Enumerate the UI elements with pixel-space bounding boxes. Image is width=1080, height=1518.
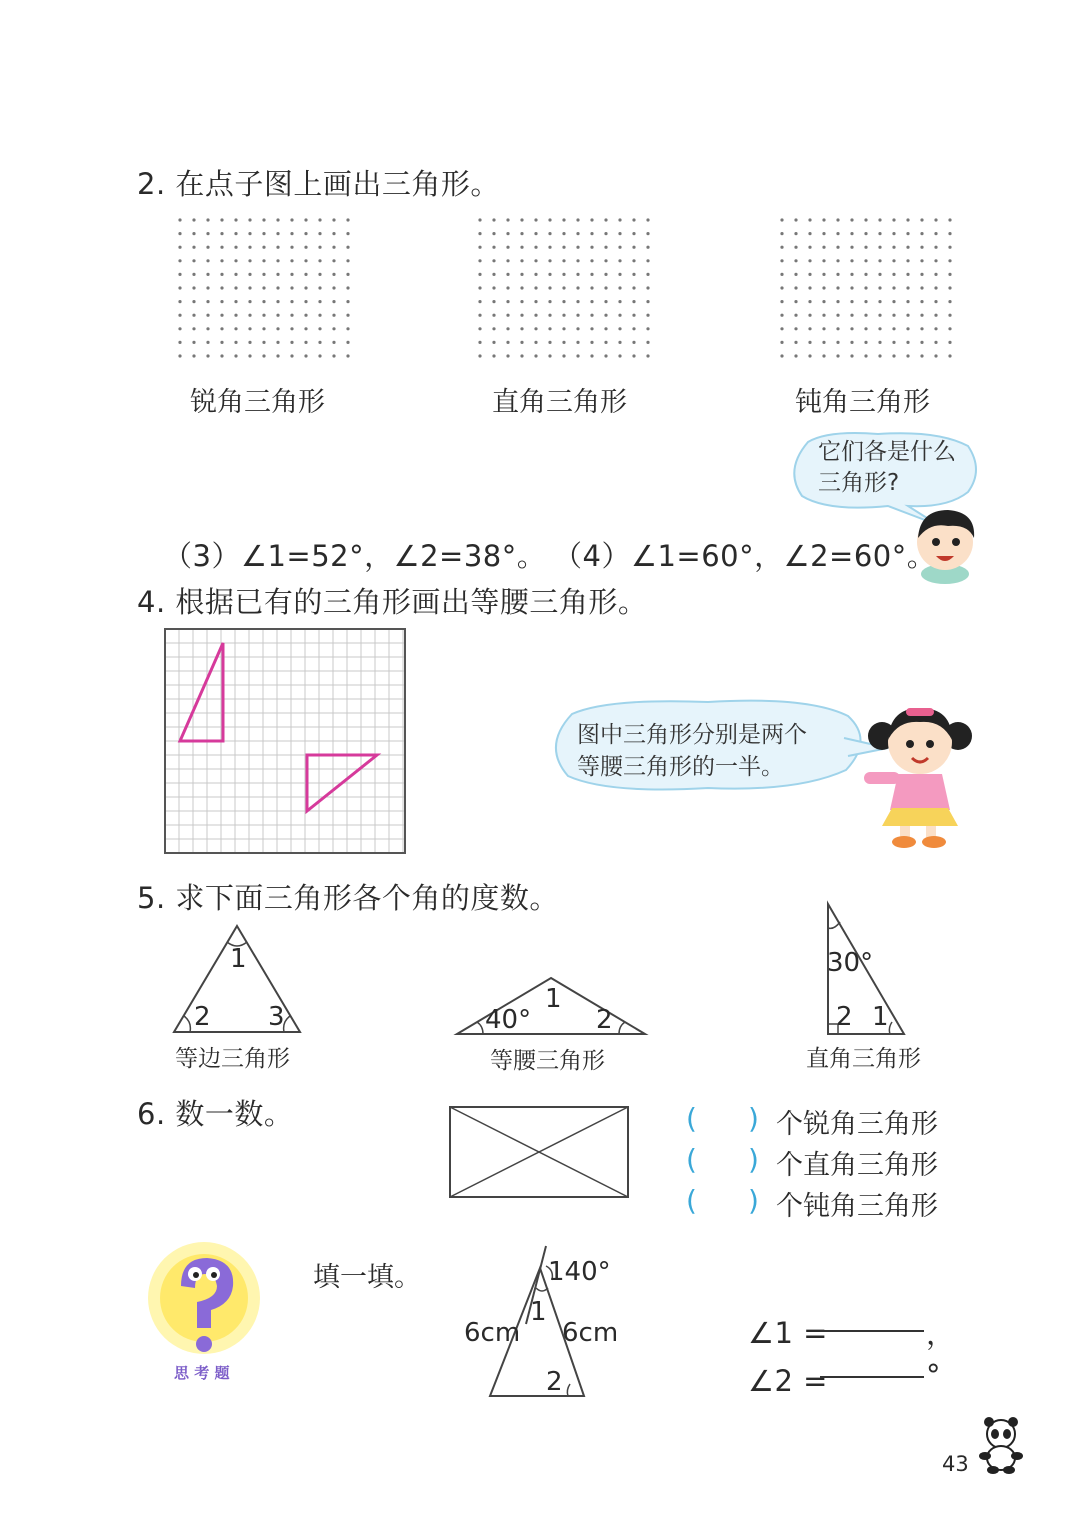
question-mark-mascot-icon: [145, 1240, 263, 1360]
tri1-angle3: 3: [268, 1002, 285, 1032]
label-obtuse: 钝角三角形: [795, 387, 930, 418]
q5-title: 5. 求下面三角形各个角的度数。: [137, 881, 559, 915]
q4-title: 4. 根据已有的三角形画出等腰三角形。: [137, 585, 648, 619]
think-degree: 140°: [548, 1257, 611, 1287]
answer-close-1: ): [748, 1102, 759, 1135]
q6-title: 6. 数一数。: [137, 1097, 294, 1131]
tri2-degree: 40°: [485, 1005, 532, 1035]
eq1-end: ，: [926, 1317, 956, 1351]
bubble2-line1: 图中三角形分别是两个: [577, 722, 807, 748]
tri3-angle2: 2: [836, 1002, 853, 1032]
answer-acute: 个锐角三角形: [776, 1109, 938, 1140]
think-right-side: 6cm: [562, 1318, 619, 1348]
label-acute: 锐角三角形: [190, 387, 325, 418]
answer-close-2: ): [748, 1143, 759, 1176]
answer-close-3: ): [748, 1184, 759, 1217]
equilateral-triangle: [170, 922, 305, 1037]
think-left-side: 6cm: [464, 1318, 521, 1348]
answer-obtuse: 个钝角三角形: [776, 1191, 938, 1222]
eq2-blank[interactable]: [820, 1376, 924, 1378]
tri2-caption: 等腰三角形: [490, 1048, 605, 1074]
bubble2-line2: 等腰三角形的一半。: [577, 754, 784, 780]
girl-illustration: [862, 700, 977, 850]
triangle-1: [180, 643, 223, 741]
think-title: 填一填。: [313, 1262, 421, 1293]
answer-open-3[interactable]: (: [686, 1184, 697, 1217]
q3-item3: （3）∠1=52°，∠2=38°。: [163, 539, 547, 573]
tri1-angle2: 2: [194, 1002, 211, 1032]
tri3-degree: 30°: [827, 948, 874, 978]
answer-right: 个直角三角形: [776, 1150, 938, 1181]
tri2-angle2: 2: [596, 1005, 613, 1035]
bubble1-line2: 三角形?: [818, 470, 900, 496]
q2-title: 2. 在点子图上画出三角形。: [137, 167, 500, 201]
dot-grid-2[interactable]: [478, 218, 653, 358]
answer-open-1[interactable]: (: [686, 1102, 697, 1135]
rectangle-with-diagonals: [448, 1105, 630, 1199]
eq1-label: ∠1 =: [748, 1316, 828, 1350]
label-right: 直角三角形: [492, 387, 627, 418]
answer-open-2[interactable]: (: [686, 1143, 697, 1176]
tri1-angle1: 1: [230, 944, 247, 974]
panda-icon: [975, 1416, 1027, 1474]
eq2-end: °: [926, 1358, 941, 1392]
think-angle2: 2: [546, 1367, 563, 1397]
badge-text: 思 考 题: [174, 1364, 230, 1382]
tri2-angle1: 1: [545, 984, 562, 1014]
eq2-label: ∠2 =: [748, 1364, 828, 1398]
tri3-angle1: 1: [872, 1002, 889, 1032]
think-angle1: 1: [530, 1297, 547, 1327]
tri1-caption: 等边三角形: [175, 1046, 290, 1072]
q3-item4: （4）∠1=60°，∠2=60°。: [553, 539, 937, 573]
dot-grid-3[interactable]: [780, 218, 955, 358]
page-number: 43: [942, 1452, 969, 1476]
square-grid[interactable]: [165, 629, 407, 855]
dot-grid-1[interactable]: [178, 218, 353, 358]
eq1-blank[interactable]: [820, 1330, 924, 1332]
tri3-caption: 直角三角形: [806, 1046, 921, 1072]
bubble1-line1: 它们各是什么: [818, 439, 956, 465]
